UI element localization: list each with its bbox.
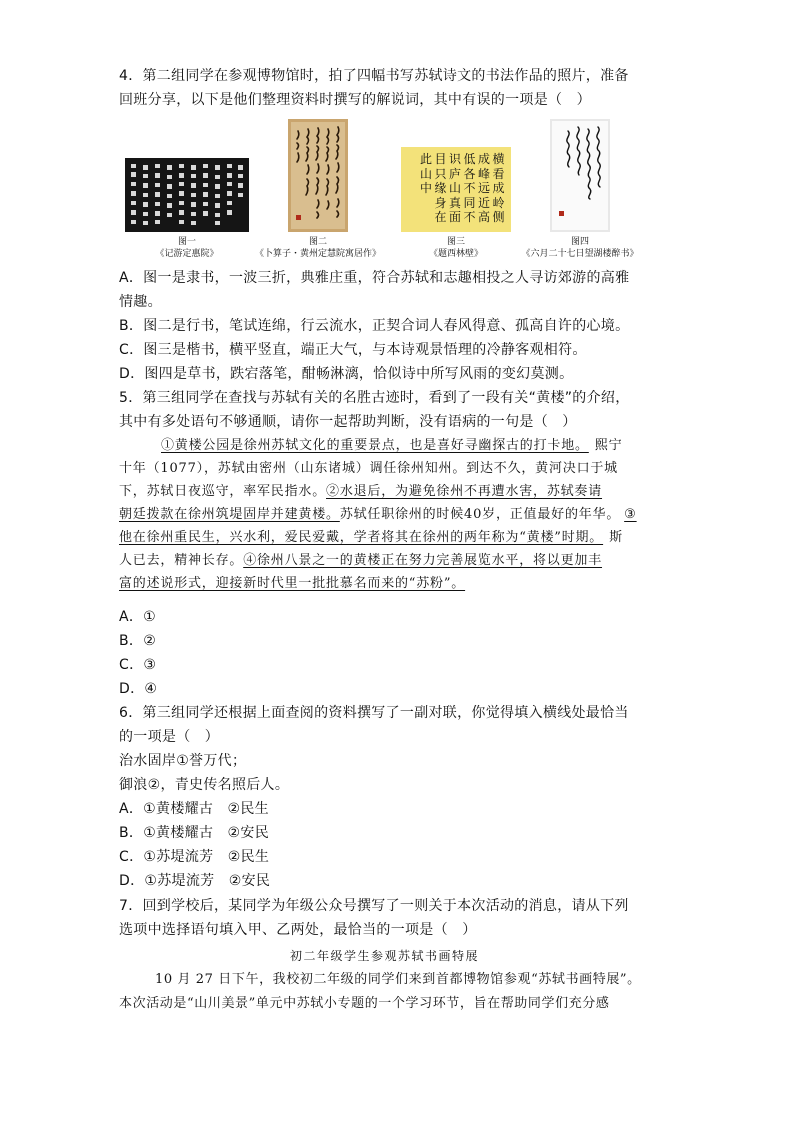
q6-option-b: B．①黄楼耀古 ②安民 xyxy=(119,825,270,841)
passage-line-2: 十年（1077），苏轼由密州（山东诸城）调任徐州知州。到达不久，黄河决口于城 xyxy=(119,461,618,476)
figure-3-title: 《题西林壁》 xyxy=(428,249,483,259)
calligraphy-character: 横 xyxy=(492,152,505,166)
calligraphy-character: 庐 xyxy=(449,166,462,181)
sentence-2-end: 朝廷拨款在徐州筑堤固岸并建黄楼。 xyxy=(119,507,340,522)
q4-option-b: B．图二是行书，笔试连绵，行云流水，正契合词人春风得意、孤高自许的心境。 xyxy=(119,318,630,334)
calligraphy-image-icon xyxy=(550,119,610,232)
calligraphy-character: 山 xyxy=(449,181,462,195)
passage-line-4: 朝廷拨款在徐州筑堤固岸并建黄楼。苏轼任职徐州的时候40岁，正值最好的年华。 ③ xyxy=(119,507,637,522)
calligraphy-character: 高 xyxy=(478,210,491,224)
figure-1-label: 图一 xyxy=(177,237,196,247)
news-title: 初二年级学生参观苏轼书画特展 xyxy=(290,949,480,963)
figure-1-image xyxy=(125,158,249,232)
passage-line-3: 下，苏轼日夜巡守，率军民指水。②水退后，为避免徐州不再遭水害，苏轼奏请 xyxy=(119,484,603,499)
calligraphy-character: 近 xyxy=(478,195,491,210)
q4-option-a-line1: A．图一是隶书，一波三折，典雅庄重，符合苏轼和志趣相投之人寻访郊游的高雅 xyxy=(119,270,630,286)
news-paragraph-line2: 本次活动是“山川美景”单元中苏轼小专题的一个学习环节，旨在帮助同学们充分感 xyxy=(119,996,610,1011)
calligraphy-character: 在 xyxy=(434,210,447,224)
q6-couplet-line1: 治水固岸①誉万代； xyxy=(119,753,247,769)
passage-line-5: 他在徐州重民生，兴水利，爱民爱戴，学者将其在徐州的两年称为“黄楼”时期。 斯 xyxy=(119,530,623,545)
q5-passage xyxy=(119,436,679,606)
passage-line-1: ①黄楼公园是徐州苏轼文化的重要景点，也是喜好寻幽探古的打卡地。 熙宁 xyxy=(161,438,623,453)
figure-2-label: 图二 xyxy=(308,237,327,247)
sentence-3: 他在徐州重民生，兴水利，爱民爱戴，学者将其在徐州的两年称为“黄楼”时期。 xyxy=(119,530,604,545)
calligraphy-character: 此 xyxy=(420,152,433,166)
figure-2-title: 《卜算子・黄州定慧院寓居作》 xyxy=(254,249,381,259)
passage-line-6: 人已去，精神长存。④徐州八景之一的黄楼正在努力完善展览水平，将以更加丰 xyxy=(119,553,603,568)
calligraphy-image-icon xyxy=(125,158,249,232)
figure-4-label: 图四 xyxy=(570,237,589,247)
q5-option-b: B．② xyxy=(119,633,157,649)
calligraphy-character: 远 xyxy=(478,181,491,195)
q6-couplet-line2: 御浪②，青史传名照后人。 xyxy=(119,777,290,793)
calligraphy-character: 侧 xyxy=(492,210,505,224)
calligraphy-character: 各 xyxy=(463,166,476,181)
q5-option-a: A．① xyxy=(119,609,157,625)
q4-stem-line1: 4．第二组同学在参观博物馆时，拍了四幅书写苏轼诗文的书法作品的照片，准备 xyxy=(119,68,629,84)
sentence-2-start: ②水退后，为避免徐州不再遭水害，苏轼奏请 xyxy=(326,484,603,499)
calligraphy-character: 低 xyxy=(463,152,476,166)
sentence-4-end: 富的述说形式，迎接新时代里一批批慕名而来的“苏粉”。 xyxy=(119,576,466,591)
q4-stem-line2: 回班分享，以下是他们整理资料时撰写的解说词，其中有误的一项是（ ） xyxy=(119,92,591,108)
calligraphy-character: 识 xyxy=(449,152,462,166)
calligraphy-character: 只 xyxy=(434,166,447,181)
passage-line-7 xyxy=(119,574,465,594)
figure-3-label: 图三 xyxy=(446,237,465,247)
calligraphy-character: 岭 xyxy=(492,195,505,210)
q5-stem-line1: 5．第三组同学在查找与苏轼有关的名胜古迹时，看到了一段有关“黄楼”的介绍， xyxy=(119,390,630,406)
q7-stem-line2: 选项中选择语句填入甲、乙两处，最恰当的一项是（ ） xyxy=(119,922,477,938)
q6-stem-line1: 6．第三组同学还根据上面查阅的资料撰写了一副对联，你觉得填入横线处最恰当 xyxy=(119,705,629,721)
calligraphy-character: 成 xyxy=(478,152,491,166)
calligraphy-character: 身 xyxy=(434,195,447,210)
figure-4-title: 《六月二十七日望湖楼醉书》 xyxy=(521,249,639,259)
calligraphy-character: 中 xyxy=(420,181,433,195)
q5-option-d: D．④ xyxy=(119,681,158,697)
calligraphy-character: 峰 xyxy=(478,166,491,181)
calligraphy-character: 真 xyxy=(449,195,462,210)
calligraphy-character: 面 xyxy=(449,210,462,224)
news-paragraph-line1: 10 月 27 日下午，我校初二年级的同学们来到首都博物馆参观“苏轼书画特展”。 xyxy=(155,972,641,987)
calligraphy-image-icon xyxy=(288,119,348,232)
q4-option-a-line2: 情趣。 xyxy=(119,294,162,310)
calligraphy-character: 成 xyxy=(492,181,505,195)
q6-option-a: A．①黄楼耀古 ②民生 xyxy=(119,801,269,817)
q6-stem-line2: 的一项是（ ） xyxy=(119,729,220,745)
q6-option-c: C．①苏堤流芳 ②民生 xyxy=(119,849,270,865)
calligraphy-character: 看 xyxy=(492,166,505,181)
q4-option-c: C．图三是楷书，横平竖直，端正大气，与本诗观景悟理的冷静客观相符。 xyxy=(119,342,587,358)
figure-4-image xyxy=(550,119,610,232)
calligraphy-character: 目 xyxy=(434,152,447,166)
q5-option-c: C．③ xyxy=(119,657,157,673)
calligraphy-character: 不 xyxy=(463,181,476,195)
figure-3-text-grid xyxy=(405,151,507,228)
figure-1-title: 《记游定惠院》 xyxy=(155,249,219,259)
sentence-1: ①黄楼公园是徐州苏轼文化的重要景点，也是喜好寻幽探古的打卡地。 xyxy=(161,438,589,453)
calligraphy-character: 同 xyxy=(463,195,476,210)
q6-option-d: D．①苏堤流芳 ②安民 xyxy=(119,873,271,889)
q4-option-d: D．图四是草书，跌宕落笔，酣畅淋漓，恰似诗中所写风雨的变幻莫测。 xyxy=(119,366,574,382)
figure-2-image xyxy=(288,119,348,232)
figure-3-image xyxy=(401,147,511,232)
q7-stem-line1: 7．回到学校后，某同学为年级公众号撰写了一则关于本次活动的消息，请从下列 xyxy=(119,898,629,914)
sentence-4-start: ④徐州八景之一的黄楼正在努力完善展览水平，将以更加丰 xyxy=(243,553,603,568)
q5-stem-line2: 其中有多处语句不够通顺，请你一起帮助判断，没有语病的一句是（ ） xyxy=(119,414,577,430)
calligraphy-character: 不 xyxy=(463,210,476,224)
calligraphy-character: 山 xyxy=(420,166,433,181)
calligraphy-character: 缘 xyxy=(434,181,447,195)
